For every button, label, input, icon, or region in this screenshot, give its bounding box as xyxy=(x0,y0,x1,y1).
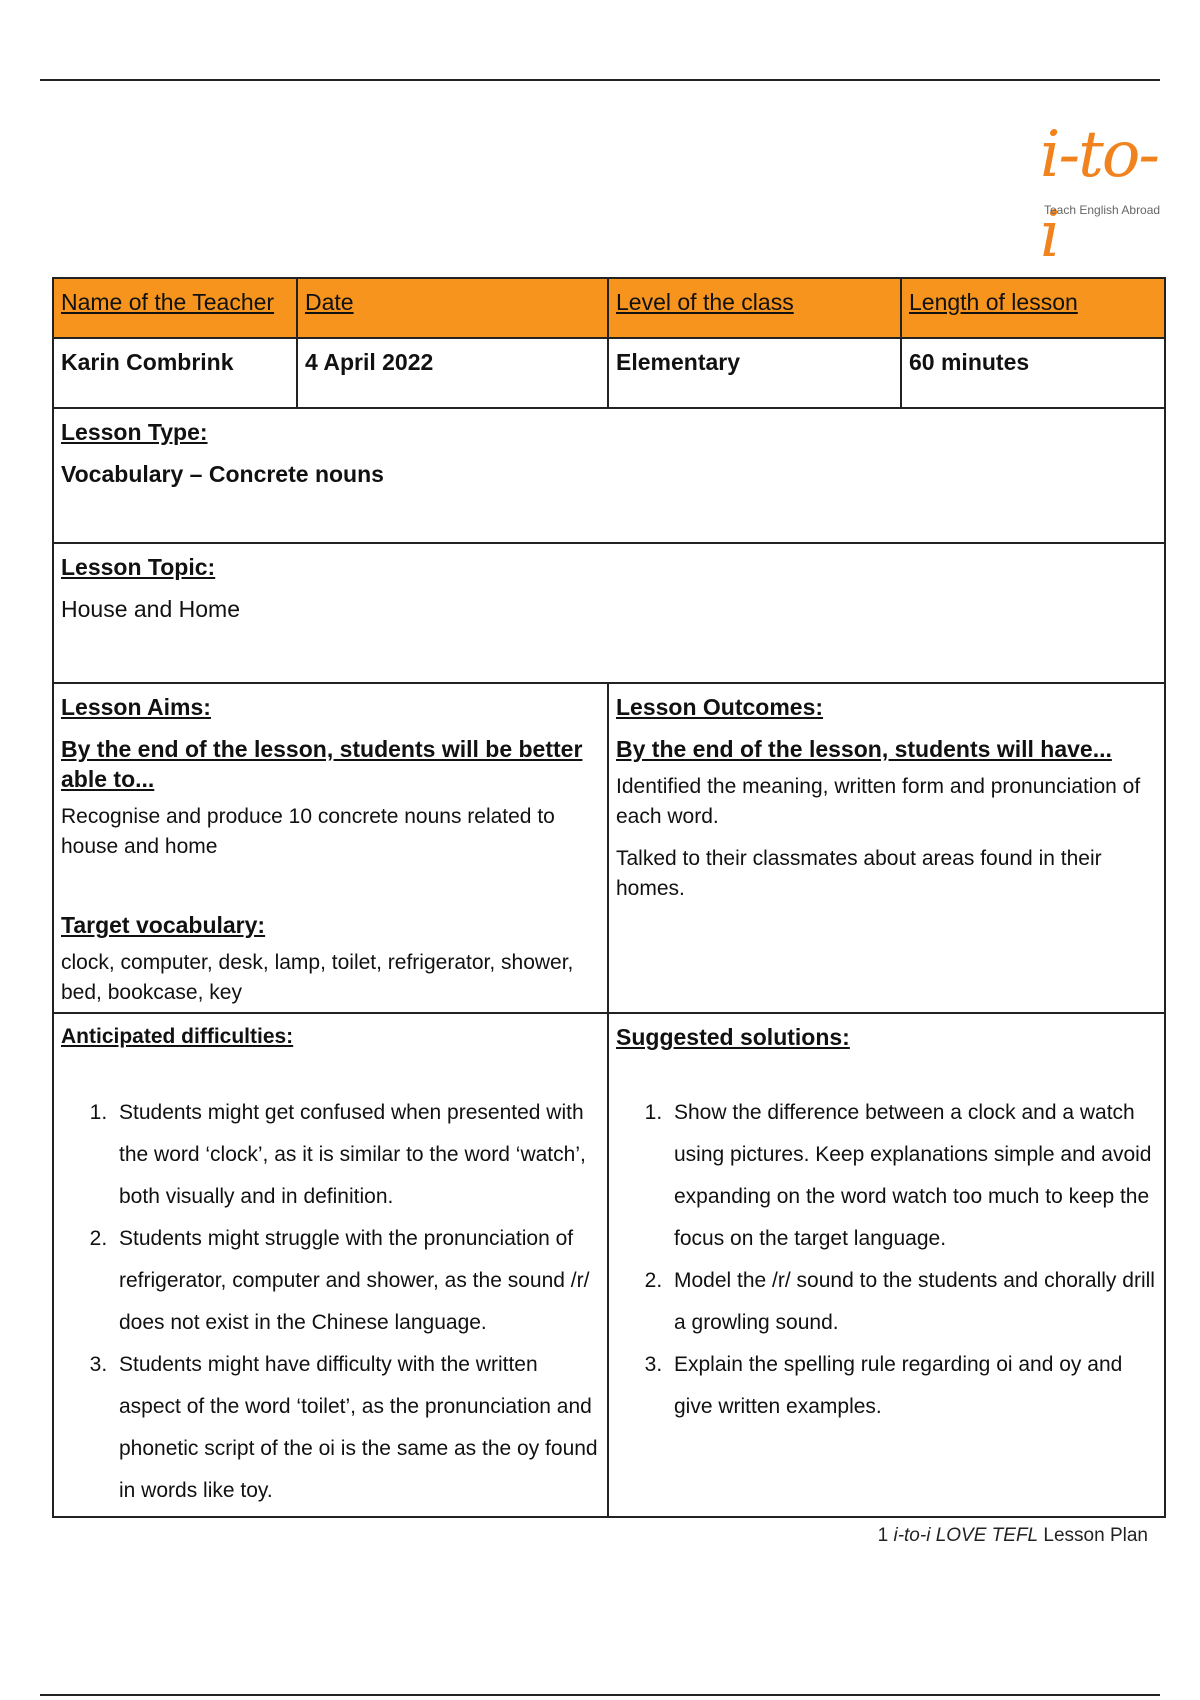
lesson-type-value: Vocabulary – Concrete nouns xyxy=(61,461,384,487)
aims-subheading: By the end of the lesson, students will be better able to... xyxy=(61,736,583,792)
footer-brand: i-to-i LOVE TEFL xyxy=(893,1525,1039,1546)
lesson-type-cell xyxy=(53,408,1165,543)
teacher-cell xyxy=(53,338,297,408)
header-row xyxy=(53,278,1165,338)
info-row xyxy=(53,338,1165,408)
level-cell xyxy=(608,338,901,408)
teacher-label: Name of the Teacher xyxy=(61,289,275,315)
difficulties-cell xyxy=(53,1013,608,1517)
lesson-type-label: Lesson Type: xyxy=(61,419,208,445)
lesson-topic-label: Lesson Topic: xyxy=(61,554,216,580)
class-level: Elementary xyxy=(616,349,741,375)
lesson-topic-row xyxy=(53,543,1165,683)
aims-label: Lesson Aims: xyxy=(61,694,211,720)
target-vocab-words: clock, computer, desk, lamp, toilet, refrigerator, shower, bed, bookcase, key xyxy=(61,951,574,1004)
difficulty-item: 2. Students might struggle with the pronunciation of refrigerator, computer and shower, as the sound /r/ does not exist in the Chinese language. xyxy=(113,1218,600,1344)
page-footer xyxy=(878,1525,1148,1547)
teacher-label-cell xyxy=(53,278,297,338)
target-vocab-label: Target vocabulary: xyxy=(61,912,266,938)
length-label-cell xyxy=(901,278,1165,338)
logo-tagline: Teach English Abroad xyxy=(1044,203,1161,217)
lesson-date: 4 April 2022 xyxy=(305,349,434,375)
outcome-item: Identified the meaning, written form and pronunciation of each word. xyxy=(616,775,1141,828)
logo xyxy=(1030,115,1170,272)
lesson-length: 60 minutes xyxy=(909,349,1030,375)
solutions-cell xyxy=(608,1013,1165,1517)
lesson-plan-table xyxy=(52,277,1166,1518)
aims-text: Recognise and produce 10 concrete nouns related to house and home xyxy=(61,805,555,858)
aims-outcomes-row xyxy=(53,683,1165,1013)
date-label-cell xyxy=(297,278,608,338)
difficulties-label: Anticipated difficulties: xyxy=(61,1025,294,1048)
outcome-item: Talked to their classmates about areas found in their homes. xyxy=(616,847,1102,900)
solution-item: 1. Show the difference between a clock and a watch using pictures. Keep explanations simple and avoid expanding on the word watch too much to keep the focus on the target language. xyxy=(668,1092,1157,1260)
date-cell xyxy=(297,338,608,408)
solutions-label: Suggested solutions: xyxy=(616,1024,850,1050)
level-label: Level of the class xyxy=(616,289,794,315)
solution-item: 3. Explain the spelling rule regarding oi and oy and give written examples. xyxy=(668,1344,1157,1428)
aims-cell xyxy=(53,683,608,1013)
bottom-rule xyxy=(40,1694,1160,1696)
outcomes-subheading: By the end of the lesson, students will have... xyxy=(616,736,1112,762)
page-number: 1 xyxy=(877,1525,889,1546)
outcomes-label: Lesson Outcomes: xyxy=(616,694,824,720)
solutions-list xyxy=(616,1092,1157,1428)
logo-text: i-to-i xyxy=(1040,118,1158,272)
difficulties-solutions-row xyxy=(53,1013,1165,1517)
difficulty-item: 1. Students might get confused when presented with the word ‘clock’, as it is similar to the word ‘watch’, both visually and in definition. xyxy=(113,1092,600,1218)
lesson-type-row xyxy=(53,408,1165,543)
teacher-name: Karin Combrink xyxy=(61,349,234,375)
length-cell xyxy=(901,338,1165,408)
top-rule xyxy=(40,79,1160,81)
date-label: Date xyxy=(305,289,354,315)
difficulties-list xyxy=(61,1092,600,1512)
level-label-cell xyxy=(608,278,901,338)
outcomes-cell xyxy=(608,683,1165,1013)
lesson-topic-value: House and Home xyxy=(61,596,240,622)
lesson-topic-cell xyxy=(53,543,1165,683)
difficulty-item: 3. Students might have difficulty with the written aspect of the word ‘toilet’, as the pronunciation and phonetic script of the oi is the same as the oy found in words like toy. xyxy=(113,1344,600,1512)
solution-item: 2. Model the /r/ sound to the students and chorally drill a growling sound. xyxy=(668,1260,1157,1344)
footer-suffix: Lesson Plan xyxy=(1043,1525,1148,1546)
length-label: Length of lesson xyxy=(909,289,1078,315)
